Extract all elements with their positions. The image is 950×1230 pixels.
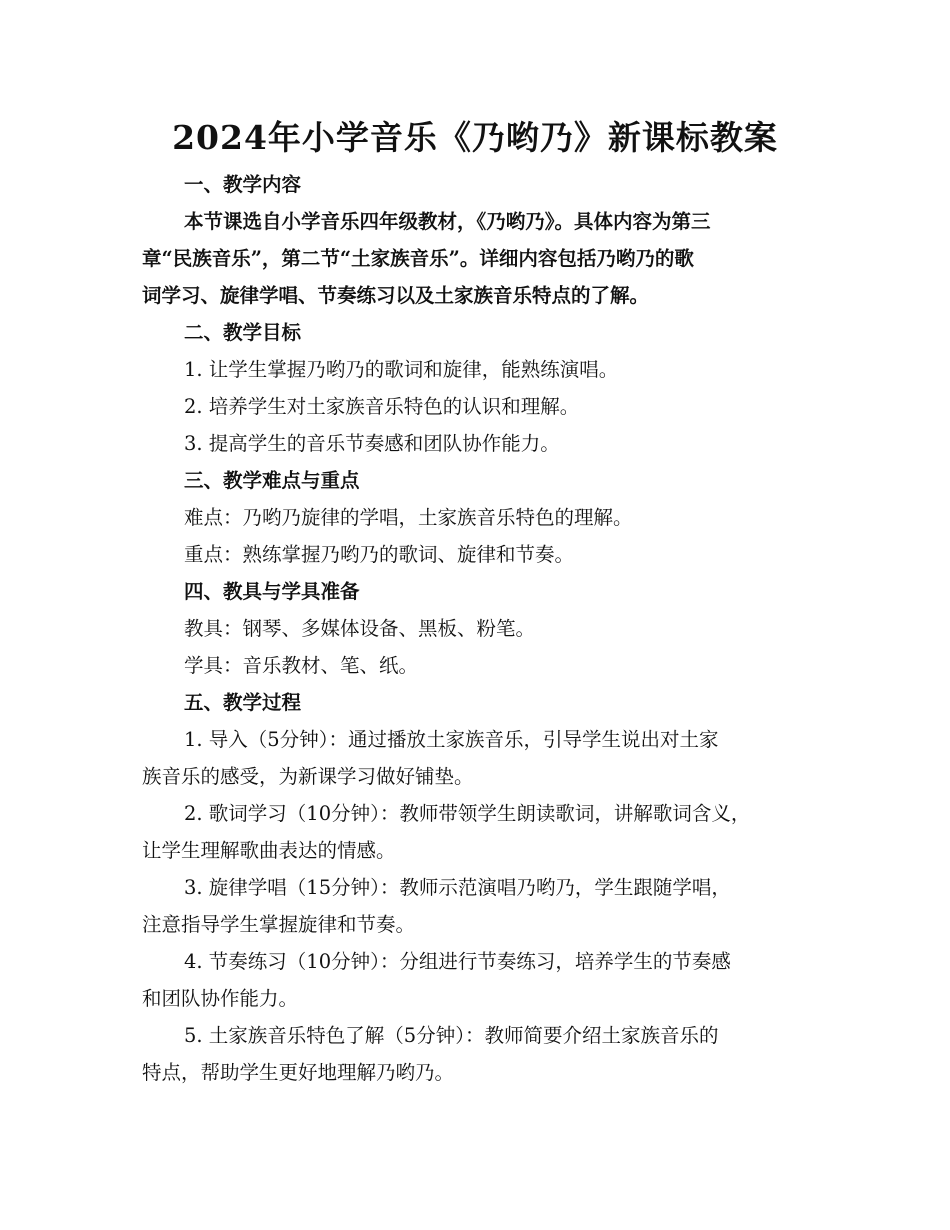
paragraph-line: 本节课选自小学音乐四年级教材，《乃哟乃》。具体内容为第三 — [184, 210, 711, 233]
paragraph-line: 章“民族音乐”，第二节“土家族音乐”。详细内容包括乃哟乃的歌 — [142, 247, 694, 270]
paragraph-line: 重点：熟练掌握乃哟乃的歌词、旋律和节奏。 — [184, 543, 575, 566]
paragraph-line: 难点：乃哟乃旋律的学唱，土家族音乐特色的理解。 — [184, 506, 633, 529]
paragraph-line: 教具：钢琴、多媒体设备、黑板、粉笔。 — [184, 617, 536, 640]
list-item: 5. 土家族音乐特色了解（5分钟）：教师简要介绍土家族音乐的 — [184, 1024, 719, 1047]
list-item: 3. 提高学生的音乐节奏感和团队协作能力。 — [184, 432, 560, 455]
list-item-continuation: 特点，帮助学生更好地理解乃哟乃。 — [142, 1061, 455, 1084]
document-title: 2024年小学音乐《乃哟乃》新课标教案 — [172, 118, 778, 157]
paragraph-line: 词学习、旋律学唱、节奏练习以及土家族音乐特点的了解。 — [142, 284, 650, 307]
section-heading: 四、教具与学具准备 — [184, 580, 360, 603]
list-item-continuation: 注意指导学生掌握旋律和节奏。 — [142, 913, 416, 936]
list-item-continuation: 族音乐的感受，为新课学习做好铺垫。 — [142, 765, 474, 788]
list-item: 1. 导入（5分钟）：通过播放土家族音乐，引导学生说出对土家 — [184, 728, 719, 751]
section-heading: 二、教学目标 — [184, 321, 302, 344]
list-item: 2. 培养学生对土家族音乐特色的认识和理解。 — [184, 395, 580, 418]
list-item-continuation: 和团队协作能力。 — [142, 987, 299, 1010]
section-heading: 一、教学内容 — [184, 173, 302, 196]
list-item: 1. 让学生掌握乃哟乃的歌词和旋律，能熟练演唱。 — [184, 358, 619, 381]
list-item-continuation: 让学生理解歌曲表达的情感。 — [142, 839, 396, 862]
paragraph-line: 学具：音乐教材、笔、纸。 — [184, 654, 419, 677]
list-item: 3. 旋律学唱（15分钟）：教师示范演唱乃哟乃，学生跟随学唱， — [184, 876, 731, 899]
section-heading: 五、教学过程 — [184, 691, 302, 714]
list-item: 4. 节奏练习（10分钟）：分组进行节奏练习，培养学生的节奏感 — [184, 950, 731, 973]
section-heading: 三、教学难点与重点 — [184, 469, 360, 492]
list-item: 2. 歌词学习（10分钟）：教师带领学生朗读歌词，讲解歌词含义， — [184, 802, 751, 825]
